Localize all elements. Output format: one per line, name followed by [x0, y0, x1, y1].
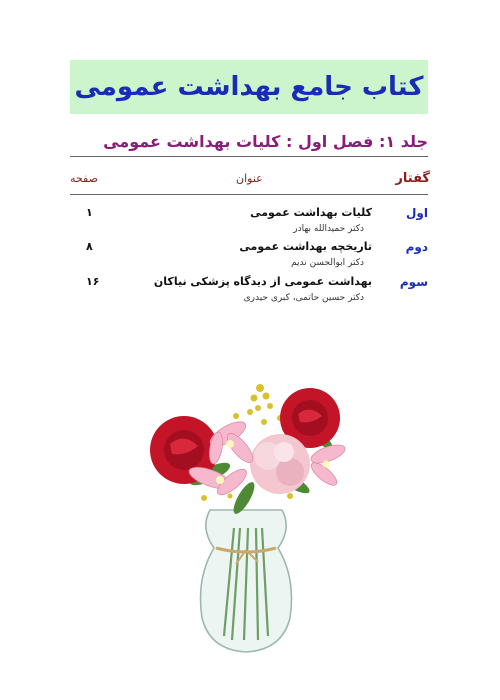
toc-page: ۸ — [86, 240, 93, 253]
toc-chapter: اول — [406, 206, 428, 220]
section-heading: جلد ۱: فصل اول : کلیات بهداشت عمومی — [103, 132, 428, 151]
book-title: کتاب جامع بهداشت عمومی — [74, 72, 424, 102]
toc-chapter: دوم — [405, 240, 428, 254]
toc-title: کلیات بهداشت عمومی — [250, 206, 372, 219]
book-title-banner — [70, 60, 428, 114]
toc-author: دکتر حمیدالله بهادر — [293, 224, 364, 234]
toc-page: ۱ — [86, 206, 93, 219]
header-divider — [70, 194, 428, 195]
column-header-chapter: گفتار — [395, 171, 430, 186]
toc-title: بهداشت عمومی از دیدگاه پزشکی نیاکان — [153, 275, 372, 288]
flower-vase-image — [140, 378, 350, 654]
column-header-title: عنوان — [236, 172, 263, 185]
glass-vase — [201, 510, 292, 652]
toc-row — [70, 206, 428, 240]
toc-author: دکتر ابوالحسن ندیم — [290, 258, 364, 268]
toc-row — [70, 240, 428, 274]
toc-page: ۱۶ — [86, 275, 100, 288]
toc-author: دکتر حسین حاتمی، کبری حیدری — [243, 293, 364, 303]
toc-row — [70, 275, 428, 309]
pink-carnation — [250, 434, 310, 494]
toc-chapter: سوم — [399, 275, 428, 289]
column-header-page: صفحه — [70, 172, 98, 185]
toc-title: تاریخچه بهداشت عمومی — [239, 240, 372, 253]
heading-divider — [70, 156, 428, 157]
